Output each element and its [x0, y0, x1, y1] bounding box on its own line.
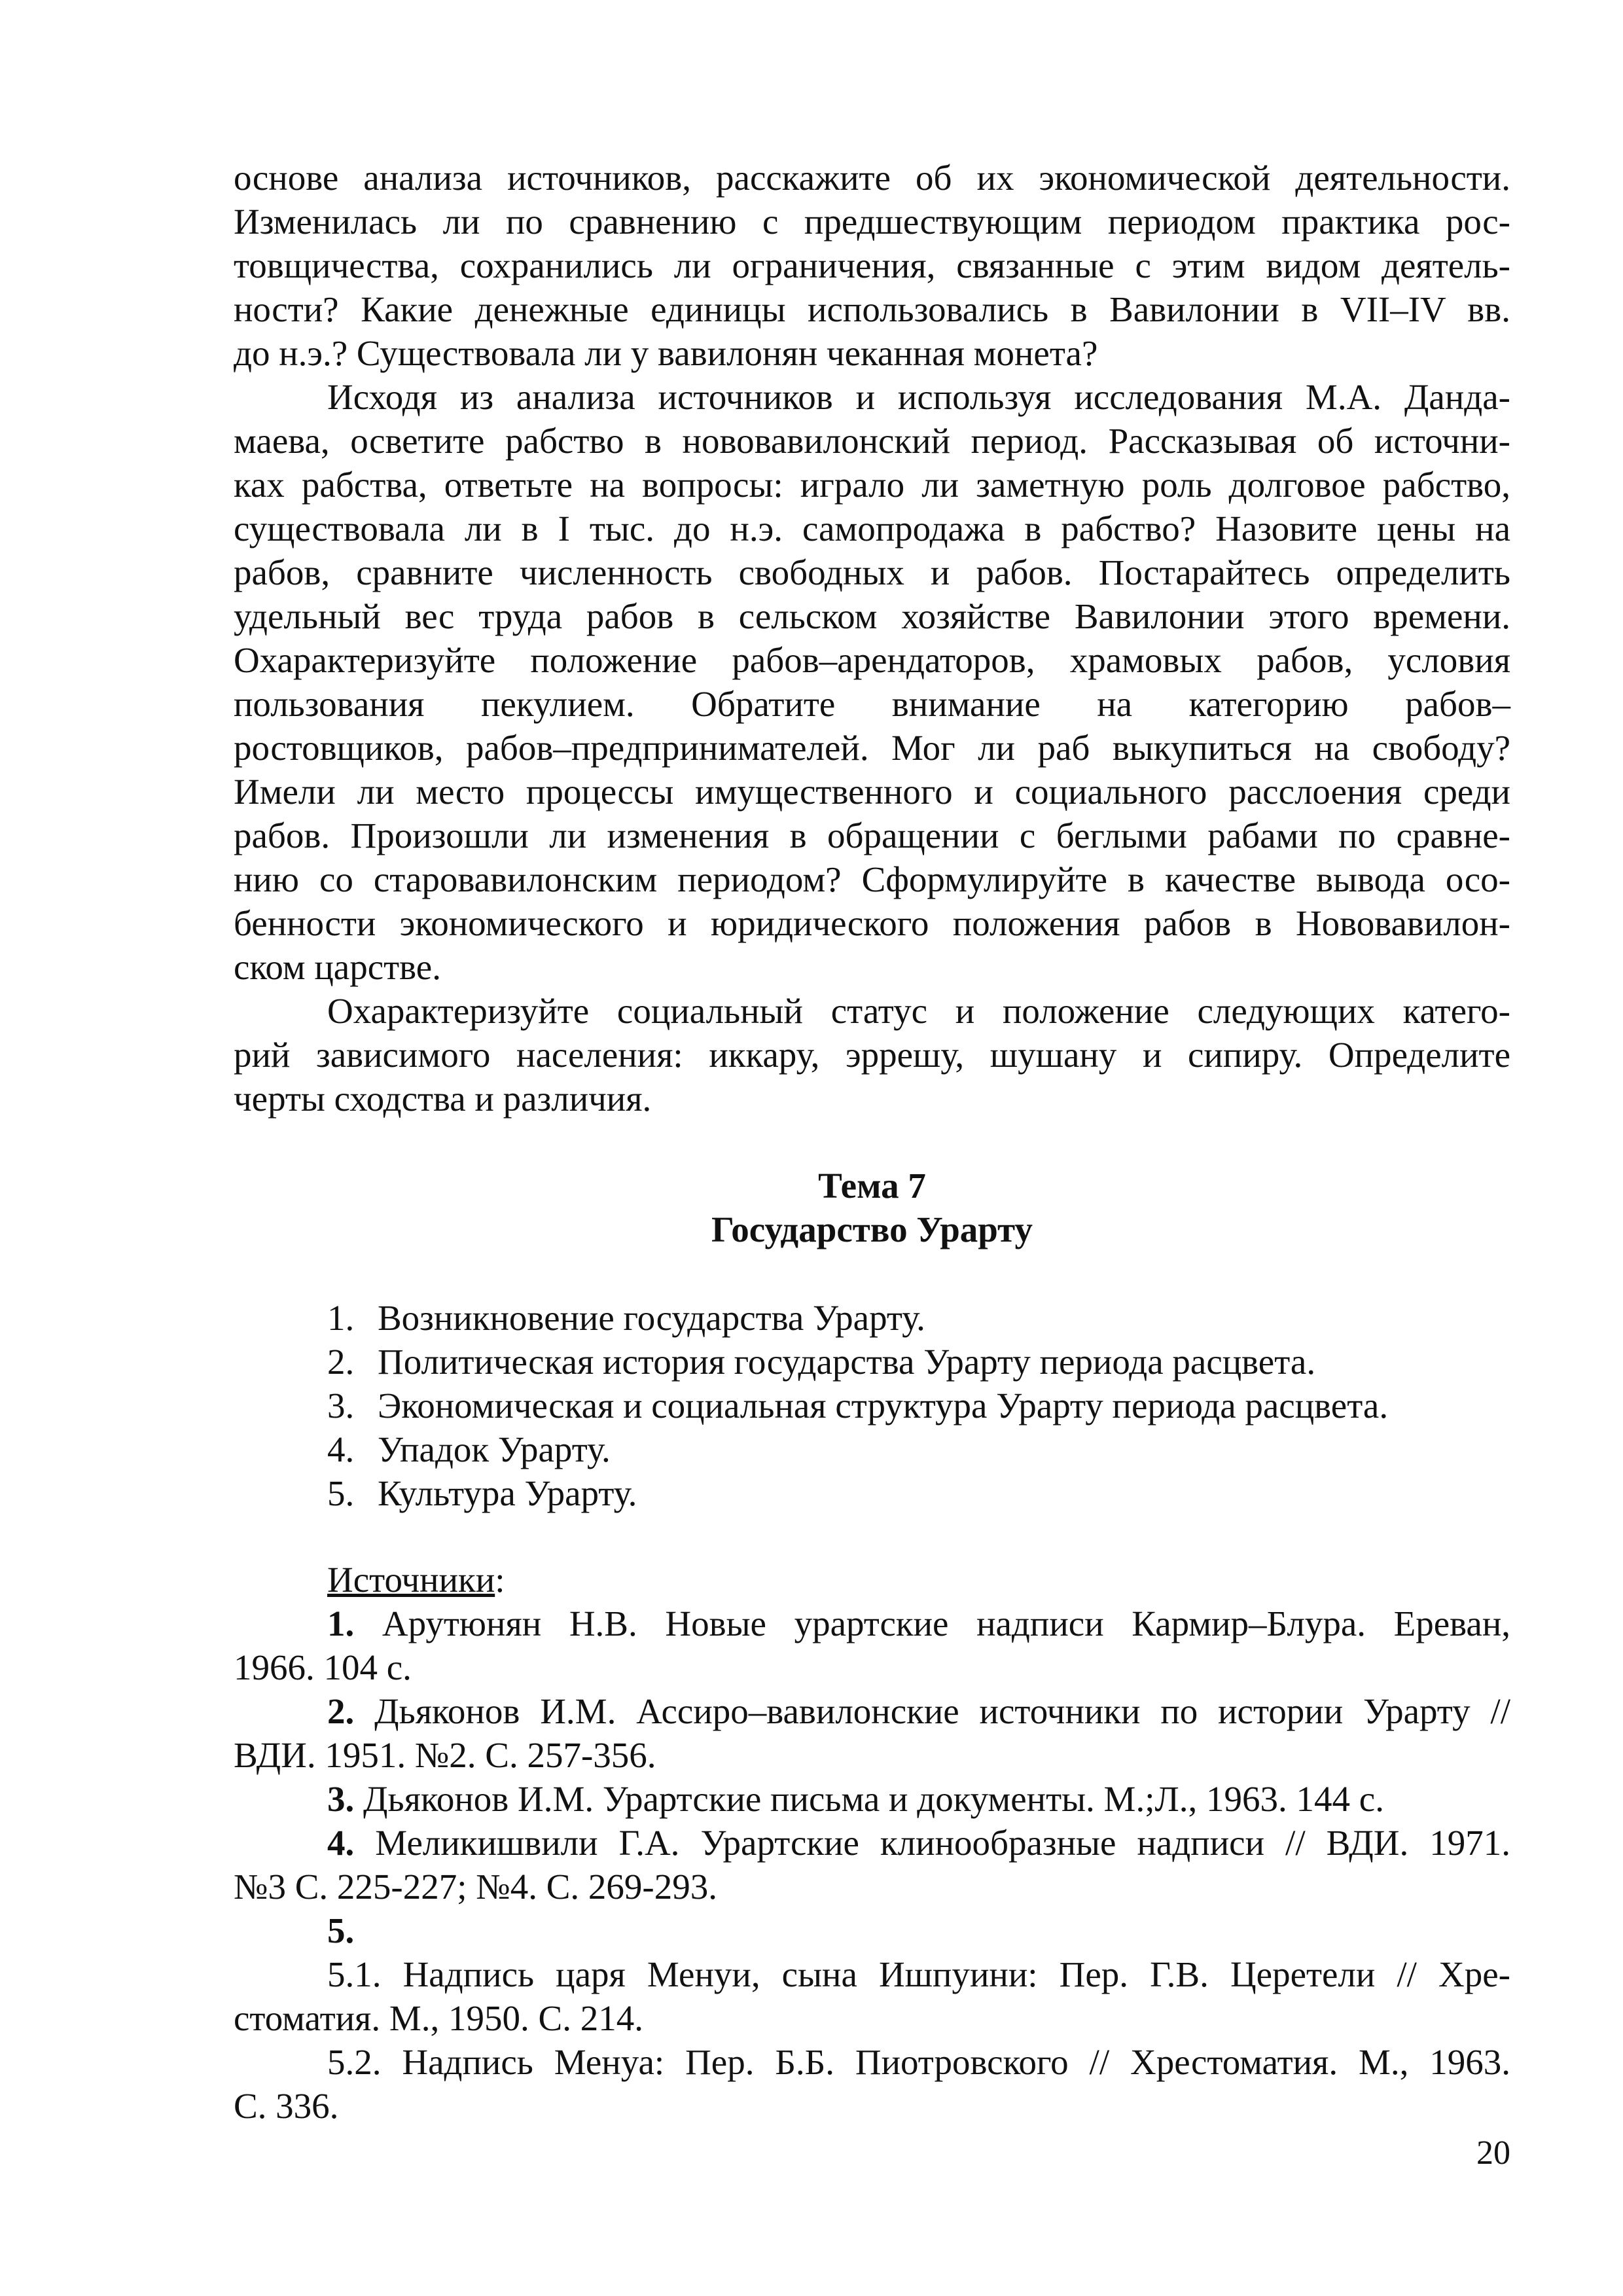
source-entry	[234, 1602, 1510, 1689]
source-number: 5.	[327, 1910, 355, 1950]
source-text: 5.1. Надпись царя Менуи, сына Ишпуини: Пер. Г.В. Церетели // Хре-	[327, 1954, 1510, 1994]
text-line: Изменилась ли по сравнению с предшествующим периодом практика рос-	[234, 202, 1510, 242]
text-line: удельный вес труда рабов в сельском хозяйстве Вавилонии этого времени.	[234, 596, 1510, 636]
list-item-number: 1.	[327, 1298, 355, 1338]
text-line: маева, осветите рабство в нововавилонский период. Рассказывая об источни-	[234, 421, 1510, 461]
text-line: рий зависимого населения: иккару, эррешу, шушану и сипиру. Определите	[234, 1035, 1510, 1075]
text-line: рабов, сравните численность свободных и рабов. Постарайтесь определить	[234, 552, 1510, 592]
text-line: до н.э.? Существовала ли у вавилонян чеканная монета?	[234, 333, 1098, 373]
source-entry	[234, 1777, 1510, 1821]
list-item-text: Политическая история государства Урарту периода расцвета.	[378, 1342, 1316, 1382]
text-line: рабов. Произошли ли изменения в обращении с беглыми рабами по сравне-	[234, 816, 1510, 855]
topics-list	[327, 1296, 1505, 1515]
list-item	[327, 1296, 1505, 1340]
paragraph-2	[234, 375, 1510, 989]
text-line: Имели ли место процессы имущественного и социального расслоения среди	[234, 772, 1510, 812]
text-line: бенности экономического и юридического положения рабов в Нововавилон-	[234, 903, 1510, 943]
list-item-number: 2.	[327, 1342, 355, 1382]
topic-title: Государство Урарту	[711, 1210, 1033, 1249]
sources-heading-text: Источники	[327, 1560, 495, 1600]
source-text: С. 336.	[234, 2086, 339, 2126]
text-line: основе анализа источников, расскажите об их экономической деятельности.	[234, 158, 1510, 198]
paragraph-1	[234, 156, 1510, 375]
sources-heading	[327, 1558, 505, 1602]
text-line: ростовщиков, рабов–предпринимателей. Мог ли раб выкупиться на свободу?	[234, 728, 1510, 768]
list-item-text: Культура Урарту.	[378, 1473, 637, 1513]
page-number: 20	[1476, 2134, 1510, 2172]
text-line: ности? Какие денежные единицы использовались в Вавилонии в VII–IV вв.	[234, 289, 1510, 329]
list-item	[327, 1427, 1505, 1471]
source-number: 2.	[327, 1691, 355, 1731]
source-text: №3 С. 225-227; №4. С. 269-293.	[234, 1867, 717, 1907]
sources-heading-colon: :	[495, 1560, 505, 1600]
text-line: Исходя из анализа источников и используя исследования М.А. Данда-	[327, 377, 1510, 417]
source-number: 3.	[327, 1779, 355, 1819]
sources-list	[234, 1602, 1510, 2128]
text-line: пользования пекулием. Обратите внимание на категорию рабов–	[234, 684, 1510, 724]
text-line: ском царстве.	[234, 947, 441, 987]
list-item-number: 5.	[327, 1473, 355, 1513]
source-text: стоматия. М., 1950. С. 214.	[234, 1998, 643, 2038]
source-text: 5.2. Надпись Менуа: Пер. Б.Б. Пиотровского // Хрестоматия. М., 1963.	[327, 2042, 1510, 2082]
source-entry	[234, 1689, 1510, 1777]
source-entry	[234, 2040, 1510, 2128]
text-line: Охарактеризуйте социальный статус и положение следующих катего-	[327, 991, 1510, 1031]
list-item	[327, 1384, 1505, 1427]
source-text: 1966. 104 с.	[234, 1647, 412, 1687]
list-item-number: 4.	[327, 1429, 355, 1469]
list-item	[327, 1471, 1505, 1515]
text-line: Охарактеризуйте положение рабов–арендаторов, храмовых рабов, условия	[234, 640, 1510, 680]
source-text: Арутюнян Н.В. Новые урартские надписи Кармир–Блура. Ереван,	[382, 1604, 1511, 1643]
list-item-text: Возникновение государства Урарту.	[378, 1298, 925, 1338]
source-number: 4.	[327, 1823, 355, 1863]
source-text: ВДИ. 1951. №2. С. 257-356.	[234, 1735, 656, 1775]
list-item	[327, 1340, 1505, 1384]
topic-label: Тема 7	[818, 1166, 926, 1206]
text-line: ках рабства, ответьте на вопросы: играло ли заметную роль долговое рабство,	[234, 465, 1510, 505]
list-item-text: Упадок Урарту.	[378, 1429, 611, 1469]
source-entry	[234, 1821, 1510, 1909]
source-text: Дьяконов И.М. Ассиро–вавилонские источники по истории Урарту //	[374, 1691, 1510, 1731]
source-entry	[234, 1952, 1510, 2040]
text-line: черты сходства и различия.	[234, 1079, 652, 1119]
source-entry	[234, 1909, 1510, 1952]
list-item-number: 3.	[327, 1386, 355, 1426]
source-text: Дьяконов И.М. Урартские письма и документы. М.;Л., 1963. 144 с.	[363, 1779, 1384, 1819]
text-line: существовала ли в I тыс. до н.э. самопродажа в рабство? Назовите цены на	[234, 509, 1510, 548]
text-line: товщичества, сохранились ли ограничения, связанные с этим видом деятель-	[234, 245, 1510, 285]
source-number: 1.	[327, 1604, 355, 1643]
source-text: Меликишвили Г.А. Урартские клинообразные надписи // ВДИ. 1971.	[375, 1823, 1511, 1863]
paragraph-3	[234, 989, 1510, 1121]
text-line: нию со старовавилонским периодом? Сформулируйте в качестве вывода осо-	[234, 859, 1510, 899]
list-item-text: Экономическая и социальная структура Урарту периода расцвета.	[378, 1386, 1389, 1426]
